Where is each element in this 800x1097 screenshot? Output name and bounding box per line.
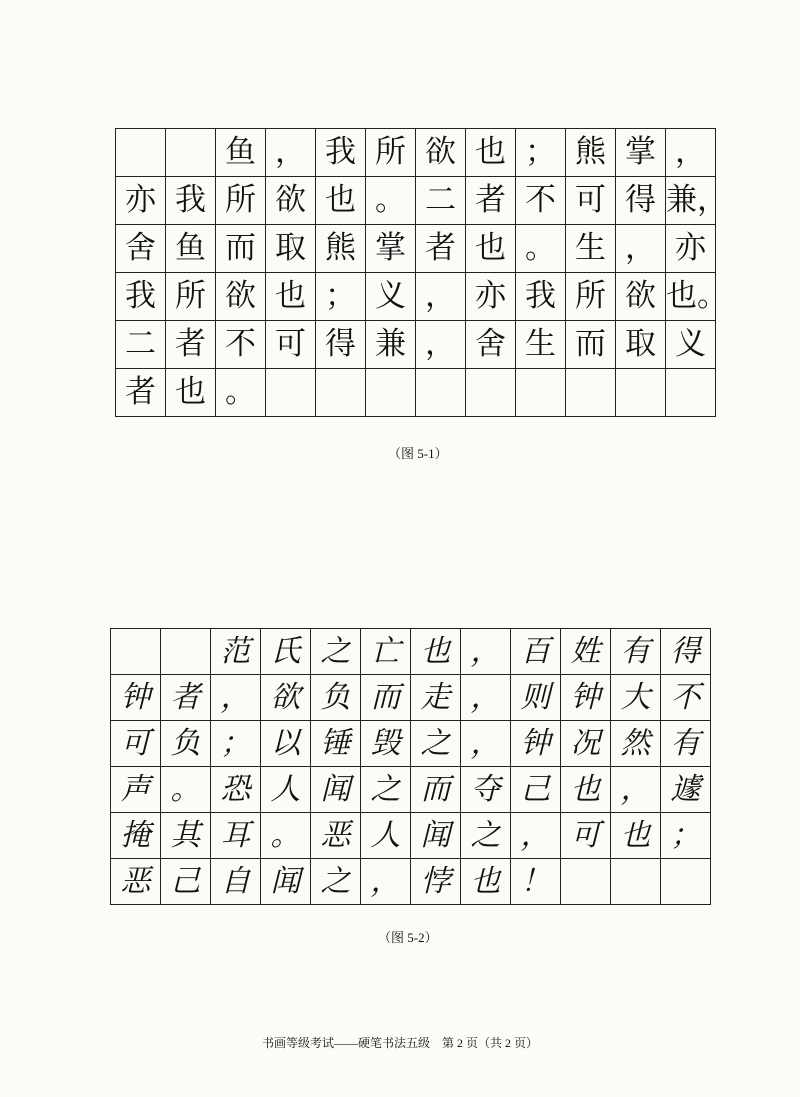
grid-cell: 得 (616, 177, 666, 225)
grid-cell: 也 (461, 859, 511, 905)
grid-cell: ， (616, 225, 666, 273)
grid-cell: ； (316, 273, 366, 321)
grid-cell (111, 629, 161, 675)
grid-cell: 自 (211, 859, 261, 905)
grid-cell: 己 (161, 859, 211, 905)
grid-row (116, 129, 716, 177)
grid-row (111, 859, 711, 905)
grid-cell: ， (416, 321, 466, 369)
grid-row (116, 225, 716, 273)
grid-cell: 之 (311, 859, 361, 905)
grid-cell: 而 (361, 675, 411, 721)
grid-cell: 姓 (561, 629, 611, 675)
grid-cell: 负 (311, 675, 361, 721)
grid-cell (316, 369, 366, 417)
grid-cell: ， (611, 767, 661, 813)
grid-row (111, 767, 711, 813)
grid-cell: 有 (611, 629, 661, 675)
grid-cell: 掌 (366, 225, 416, 273)
grid-row (116, 273, 716, 321)
grid-cell: 者 (116, 369, 166, 417)
grid-cell: 之 (461, 813, 511, 859)
grid-cell (666, 369, 716, 417)
grid-cell: ， (511, 813, 561, 859)
grid-cell: ； (211, 721, 261, 767)
grid-cell: 者 (416, 225, 466, 273)
grid-cell: 所 (366, 129, 416, 177)
grid-cell: 之 (311, 629, 361, 675)
grid-cell (566, 369, 616, 417)
grid-cell (116, 129, 166, 177)
grid-cell: 可 (566, 177, 616, 225)
grid-cell: 可 (561, 813, 611, 859)
grid-cell: 大 (611, 675, 661, 721)
grid-cell (561, 859, 611, 905)
grid-cell (611, 859, 661, 905)
grid-cell: 所 (566, 273, 616, 321)
grid-cell: ， (211, 675, 261, 721)
grid-cell: ； (516, 129, 566, 177)
figure-caption-5-1: （图 5-1） (388, 446, 448, 461)
grid-cell: 也 (466, 129, 516, 177)
grid-cell: 我 (516, 273, 566, 321)
grid-cell: 也 (411, 629, 461, 675)
grid-cell: 生 (516, 321, 566, 369)
grid-cell: 我 (116, 273, 166, 321)
grid-row (116, 369, 716, 417)
figure-caption-5-2: （图 5-2） (378, 930, 438, 945)
grid-cell: 兼 (366, 321, 416, 369)
grid-cell: 。 (366, 177, 416, 225)
grid-cell (161, 629, 211, 675)
grid-cell: 走 (411, 675, 461, 721)
grid-cell: ， (461, 721, 511, 767)
grid-cell (466, 369, 516, 417)
grid-cell: 夺 (461, 767, 511, 813)
grid-row (111, 629, 711, 675)
grid-cell: 百 (511, 629, 561, 675)
grid-cell: 不 (516, 177, 566, 225)
grid-cell: 。 (261, 813, 311, 859)
grid-cell: 也 (611, 813, 661, 859)
grid-cell: 亦 (666, 225, 716, 273)
grid-cell: 恶 (311, 813, 361, 859)
grid-cell: 而 (216, 225, 266, 273)
page-footer: 书画等级考试——硬笔书法五级 第 2 页（共 2 页） (261, 1036, 538, 1050)
grid-cell: 欲 (266, 177, 316, 225)
grid-cell: 钟 (111, 675, 161, 721)
grid-cell: ， (416, 273, 466, 321)
grid-cell: 则 (511, 675, 561, 721)
grid-cell: 以 (261, 721, 311, 767)
grid-cell: 不 (216, 321, 266, 369)
grid-cell: 者 (466, 177, 516, 225)
grid-cell: 不 (661, 675, 711, 721)
grid-cell: 也。 (666, 273, 716, 321)
grid-cell: 有 (661, 721, 711, 767)
grid-cell: ， (461, 675, 511, 721)
grid-cell: 声 (111, 767, 161, 813)
grid-cell: 闻 (261, 859, 311, 905)
grid-cell: 可 (266, 321, 316, 369)
grid-cell: 而 (411, 767, 461, 813)
grid-cell: 熊 (566, 129, 616, 177)
grid-cell: 闻 (411, 813, 461, 859)
grid-cell: 二 (116, 321, 166, 369)
grid-cell: 恶 (111, 859, 161, 905)
grid-row (111, 813, 711, 859)
grid-cell: 兼， (666, 177, 716, 225)
grid-cell: 氏 (261, 629, 311, 675)
grid-cell: 二 (416, 177, 466, 225)
grid-cell (166, 129, 216, 177)
grid-cell: 也 (466, 225, 516, 273)
grid-cell: 熊 (316, 225, 366, 273)
grid-cell (661, 859, 711, 905)
grid-cell: 遽 (661, 767, 711, 813)
grid-cell: 舍 (116, 225, 166, 273)
grid-cell: 欲 (261, 675, 311, 721)
grid-cell: 欲 (616, 273, 666, 321)
grid-cell: 己 (511, 767, 561, 813)
practice-grid-2 (110, 628, 711, 905)
grid-cell: ， (266, 129, 316, 177)
grid-cell: 所 (166, 273, 216, 321)
grid-cell: 。 (216, 369, 266, 417)
grid-cell: 生 (566, 225, 616, 273)
grid-cell: 耳 (211, 813, 261, 859)
grid-cell: 者 (161, 675, 211, 721)
grid-cell: 钟 (561, 675, 611, 721)
grid-row (111, 721, 711, 767)
grid-cell: 得 (661, 629, 711, 675)
grid-cell: 毁 (361, 721, 411, 767)
grid-row (116, 177, 716, 225)
grid-cell: 义 (366, 273, 416, 321)
grid-cell: 也 (166, 369, 216, 417)
grid-cell: 亡 (361, 629, 411, 675)
grid-cell: ； (661, 813, 711, 859)
grid-cell: 欲 (416, 129, 466, 177)
grid-cell: 也 (561, 767, 611, 813)
grid-cell: 闻 (311, 767, 361, 813)
grid-cell: ， (461, 629, 511, 675)
grid-cell: 我 (316, 129, 366, 177)
grid-cell: 。 (161, 767, 211, 813)
grid-cell: 掌 (616, 129, 666, 177)
grid-cell: 然 (611, 721, 661, 767)
grid-cell: 者 (166, 321, 216, 369)
grid-cell (366, 369, 416, 417)
grid-cell: 钟 (511, 721, 561, 767)
grid-cell: 得 (316, 321, 366, 369)
grid-cell: 恐 (211, 767, 261, 813)
grid-cell: ， (361, 859, 411, 905)
grid-cell: 欲 (216, 273, 266, 321)
grid-cell: 义 (666, 321, 716, 369)
grid-cell: 其 (161, 813, 211, 859)
grid-cell: 所 (216, 177, 266, 225)
grid-cell: 舍 (466, 321, 516, 369)
grid-cell: 而 (566, 321, 616, 369)
grid-cell (616, 369, 666, 417)
grid-cell: 范 (211, 629, 261, 675)
grid-cell: 鱼 (166, 225, 216, 273)
grid-cell: ！ (511, 859, 561, 905)
practice-grid-1 (115, 128, 728, 417)
grid-cell: 可 (111, 721, 161, 767)
grid-cell: 也 (316, 177, 366, 225)
grid-cell: 。 (516, 225, 566, 273)
grid-cell: 取 (266, 225, 316, 273)
grid-cell: 亦 (466, 273, 516, 321)
grid-cell: 也 (266, 273, 316, 321)
grid-cell: 锤 (311, 721, 361, 767)
grid-cell (416, 369, 466, 417)
grid-cell: 亦 (116, 177, 166, 225)
grid-cell: ， (666, 129, 716, 177)
grid-cell: 我 (166, 177, 216, 225)
grid-cell (266, 369, 316, 417)
grid-cell: 人 (361, 813, 411, 859)
grid-cell: 人 (261, 767, 311, 813)
grid-cell: 取 (616, 321, 666, 369)
grid-row (111, 675, 711, 721)
grid-cell (516, 369, 566, 417)
grid-cell: 况 (561, 721, 611, 767)
grid-row (116, 321, 716, 369)
grid-cell: 之 (361, 767, 411, 813)
grid-cell: 掩 (111, 813, 161, 859)
grid-cell: 鱼 (216, 129, 266, 177)
grid-cell: 负 (161, 721, 211, 767)
grid-cell: 之 (411, 721, 461, 767)
grid-cell: 悖 (411, 859, 461, 905)
